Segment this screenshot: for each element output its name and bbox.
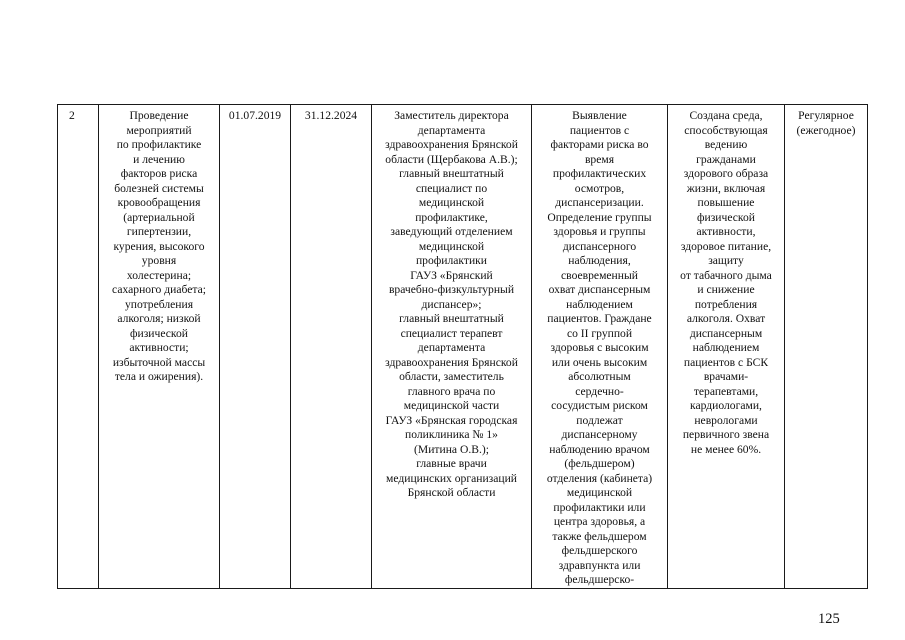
task-description-cell: Выявление пациентов с факторами риска во время профилактических осмотров, диспансеризации. Определение группы здоровья и группы диспансерного наблюдения, своевременный охват диспансерным наблюдением пациентов. Граждане со II группой здоровья с высоким или очень высоким абсолютным сердечно- сосудистым риском подлежат диспансерному наблюдению врачом (фельдшером) отделения (кабинета) медицинской профилактики или центра здоровья, а также фельдшером фельдшерского здравпункта или фельдшерско-	[532, 105, 668, 589]
table-row	[58, 105, 868, 589]
row-number-cell: 2	[58, 105, 99, 589]
page-number: 125	[818, 611, 840, 627]
expected-result-cell: Создана среда, способствующая ведению гражданами здорового образа жизни, включая повышение физической активности, здоровое питание, защиту от табачного дыма и снижение потребления алкоголя. Охват диспансерным наблюдением пациентов с БСК врачами- терапевтами, кардиологами, неврологами первичного звена не менее 60%.	[668, 105, 785, 589]
periodicity-cell: Регулярное (ежегодное)	[785, 105, 868, 589]
measures-table	[57, 104, 868, 589]
event-description-cell: Проведение мероприятий по профилактике и лечению факторов риска болезней системы кровообращения (артериальной гипертензии, курения, высокого уровня холестерина; сахарного диабета; употребления алкоголя; низкой физической активности; избыточной массы тела и ожирения).	[99, 105, 220, 589]
responsible-persons-cell: Заместитель директора департамента здравоохранения Брянской области (Щербакова А.В.); главный внештатный специалист по медицинской профилактике, заведующий отделением медицинской профилактики ГАУЗ «Брянский врачебно-физкультурный диспансер»; главный внештатный специалист терапевт департамента здравоохранения Брянской области, заместитель главного врача по медицинской части ГАУЗ «Брянская городская поликлиника № 1» (Митина О.В.); главные врачи медицинских организаций Брянской области	[372, 105, 532, 589]
start-date-cell: 01.07.2019	[220, 105, 291, 589]
end-date-cell: 31.12.2024	[291, 105, 372, 589]
